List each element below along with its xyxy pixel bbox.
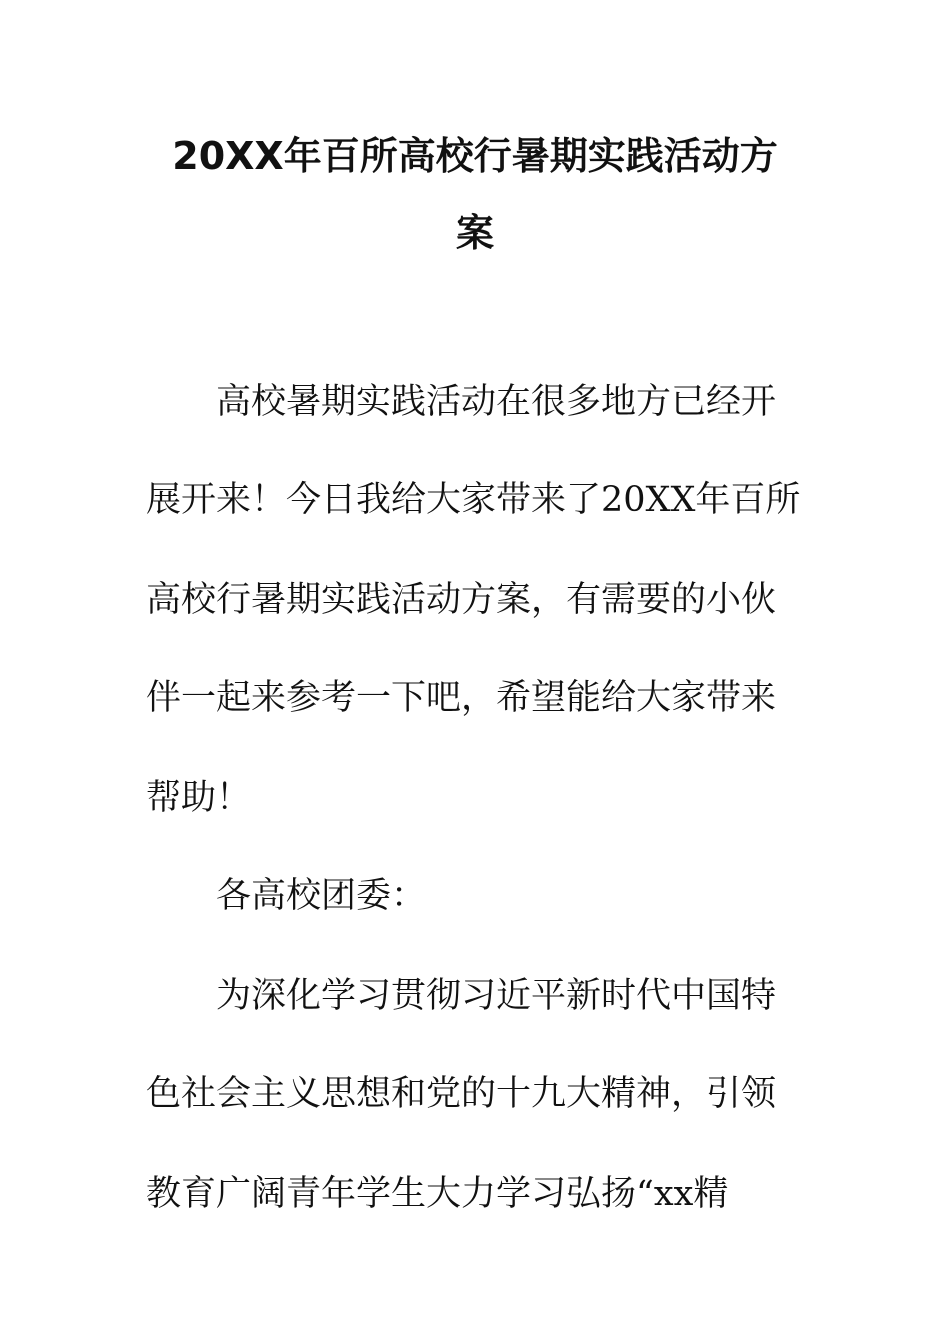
body-line-1: 高校暑期实践活动在很多地方已经开 bbox=[216, 382, 777, 422]
document-title-line-2: 案 bbox=[455, 211, 494, 255]
body-line-2: 展开来！今日我给大家带来了20XX年百所 bbox=[146, 480, 801, 520]
body-line-4: 伴一起来参考一下吧，希望能给大家带来 bbox=[146, 678, 777, 718]
body-line-9: 教育广阔青年学生大力学习弘扬“xx精 bbox=[146, 1174, 729, 1214]
body-line-3: 高校行暑期实践活动方案，有需要的小伙 bbox=[146, 580, 777, 620]
document-title-line-1: 20XX年百所高校行暑期实践活动方 bbox=[172, 134, 778, 178]
body-line-7: 为深化学习贯彻习近平新时代中国特 bbox=[216, 976, 777, 1016]
body-line-5: 帮助！ bbox=[146, 778, 252, 818]
body-line-8: 色社会主义思想和党的十九大精神，引领 bbox=[146, 1074, 777, 1114]
salutation-line: 各高校团委： bbox=[216, 876, 427, 916]
